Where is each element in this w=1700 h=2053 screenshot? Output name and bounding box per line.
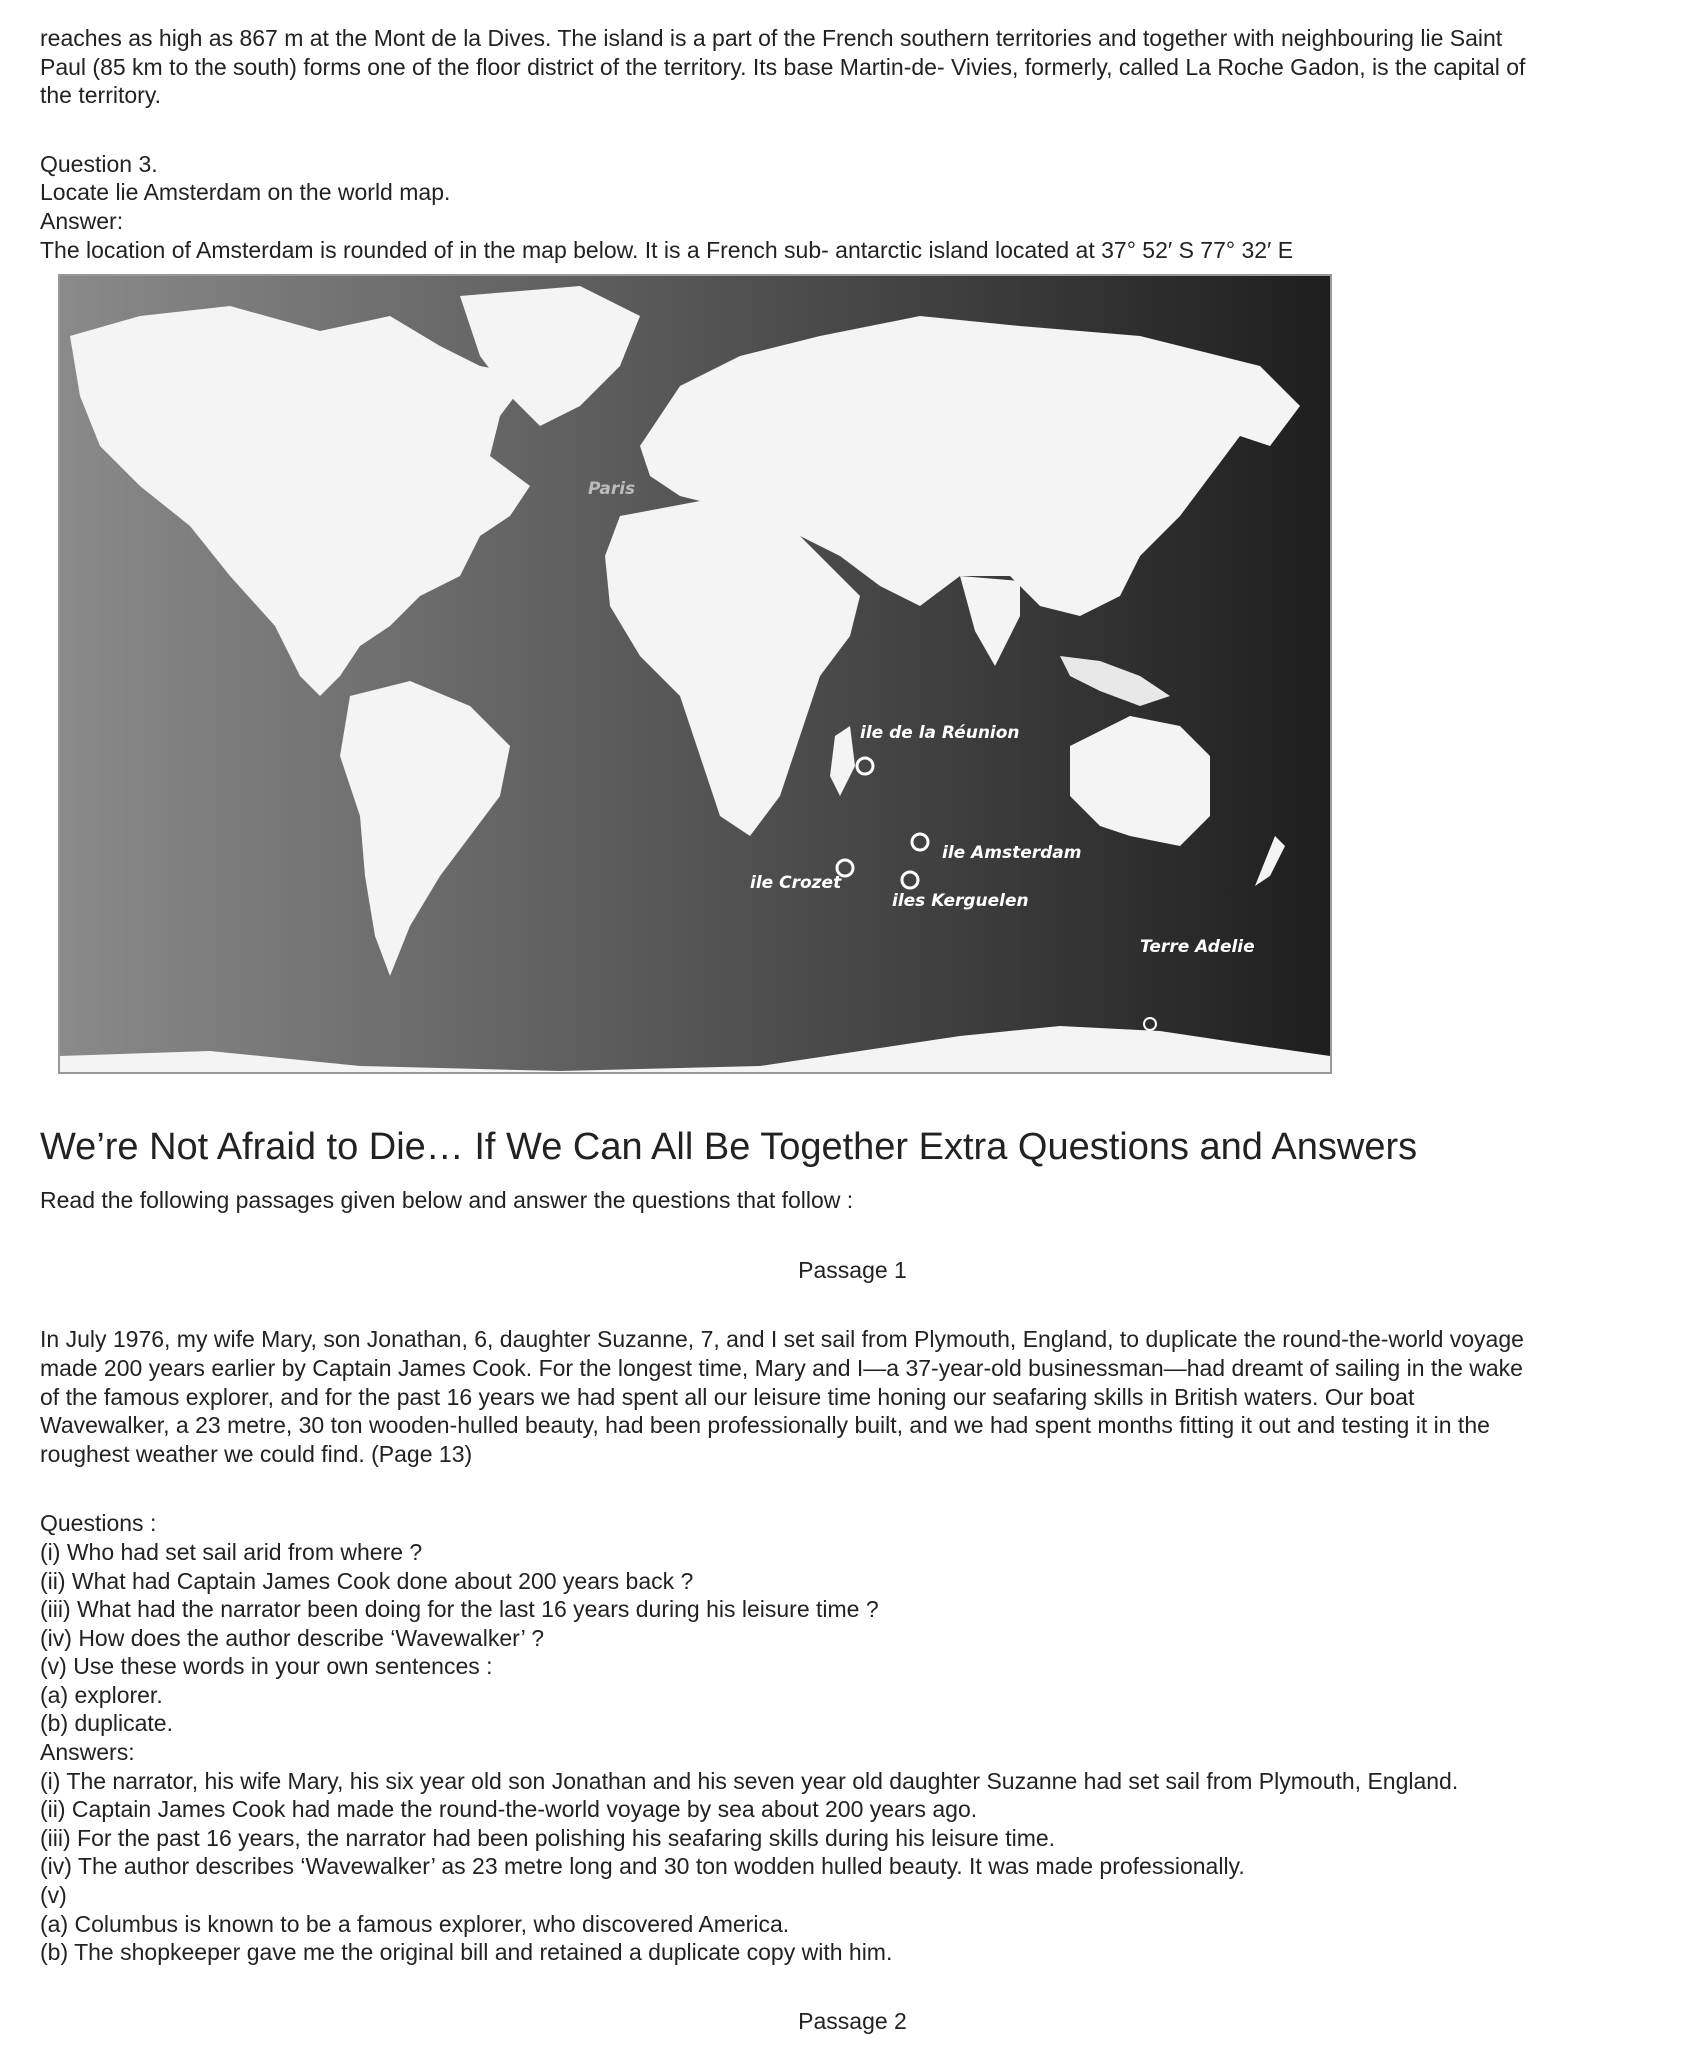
passage-1-text bbox=[40, 1325, 1665, 1468]
paris-label: Paris bbox=[588, 479, 636, 500]
crozet-label: ile Crozet bbox=[750, 873, 842, 894]
question-item: (v) Use these words in your own sentences : bbox=[40, 1653, 493, 1680]
amsterdam-label: ile Amsterdam bbox=[942, 843, 1082, 864]
answers-label: Answers: bbox=[40, 1739, 135, 1766]
question-item: (a) explorer. bbox=[40, 1681, 163, 1708]
passage-line: roughest weather we could find. (Page 13) bbox=[40, 1440, 473, 1467]
questions-label: Questions : bbox=[40, 1510, 157, 1537]
answer-item: (i) The narrator, his wife Mary, his six year old son Jonathan and his seven year old daughter Suzanne had set sail from Plymouth, England. bbox=[40, 1767, 1459, 1794]
question-3-block bbox=[40, 150, 1665, 264]
intro-line: Paul (85 km to the south) forms one of the floor district of the territory. Its base Martin-de- Vivies, formerly, called La Roche Gadon, is the capital of bbox=[40, 53, 1526, 80]
question-text: Locate lie Amsterdam on the world map. bbox=[40, 179, 451, 206]
question-heading: Question 3. bbox=[40, 150, 158, 177]
passage-2-label: Passage 2 bbox=[798, 2007, 907, 2034]
intro-paragraph bbox=[40, 24, 1665, 110]
kerguelen-label: iles Kerguelen bbox=[892, 891, 1029, 912]
question-item: (iii) What had the narrator been doing for the last 16 years during his leisure time ? bbox=[40, 1596, 879, 1623]
answer-item: (a) Columbus is known to be a famous explorer, who discovered America. bbox=[40, 1910, 790, 1937]
answer-item: (iv) The author describes ‘Wavewalker’ as 23 metre long and 30 ton wodden hulled beauty. It was made professionally. bbox=[40, 1853, 1245, 1880]
instruction-text: Read the following passages given below and answer the questions that follow : bbox=[40, 1187, 854, 1214]
answer-item: (b) The shopkeeper gave me the original bill and retained a duplicate copy with him. bbox=[40, 1939, 893, 1966]
passage-line: In July 1976, my wife Mary, son Jonathan, 6, daughter Suzanne, 7, and I set sail from Plymouth, England, to duplicate the round-the-world voyage bbox=[40, 1326, 1524, 1353]
world-map-image bbox=[58, 274, 1332, 1074]
answer-item: (v) bbox=[40, 1882, 67, 1909]
answer-item: (iii) For the past 16 years, the narrator had been polishing his seafaring skills during his leisure time. bbox=[40, 1824, 1056, 1851]
intro-line: the territory. bbox=[40, 82, 161, 109]
passage-1-label: Passage 1 bbox=[798, 1256, 907, 1283]
question-item: (b) duplicate. bbox=[40, 1710, 173, 1737]
adelie-label: Terre Adelie bbox=[1140, 937, 1255, 958]
question-item: (iv) How does the author describe ‘Wavewalker’ ? bbox=[40, 1624, 545, 1651]
section-title: We’re Not Afraid to Die… If We Can All Be Together Extra Questions and Answers bbox=[40, 1126, 1418, 1169]
intro-line: reaches as high as 867 m at the Mont de la Dives. The island is a part of the French southern territories and together with neighbouring lie Saint bbox=[40, 25, 1503, 51]
answer-text: The location of Amsterdam is rounded of in the map below. It is a French sub- antarctic island located at 37° 52′ S 77° 32′ E bbox=[40, 236, 1294, 263]
question-item: (ii) What had Captain James Cook done about 200 years back ? bbox=[40, 1567, 694, 1594]
passage-line: of the famous explorer, and for the past 16 years we had spent all our leisure time honing our seafaring skills in British waters. Our boat bbox=[40, 1383, 1415, 1410]
answer-item: (ii) Captain James Cook had made the round-the-world voyage by sea about 200 years ago. bbox=[40, 1796, 978, 1823]
world-map-svg bbox=[60, 276, 1330, 1072]
reunion-label: ile de la Réunion bbox=[860, 723, 1020, 744]
passage-line: made 200 years earlier by Captain James Cook. For the longest time, Mary and I—a 37-year-old businessman—had dreamt of sailing in the wake bbox=[40, 1354, 1523, 1381]
passage-line: Wavewalker, a 23 metre, 30 ton wooden-hulled beauty, had been professionally built, and we had spent months fitting it out and testing it in the bbox=[40, 1412, 1490, 1439]
answer-label: Answer: bbox=[40, 207, 124, 234]
passage-1-questions bbox=[40, 1509, 1665, 1967]
question-item: (i) Who had set sail arid from where ? bbox=[40, 1538, 423, 1565]
document-page bbox=[40, 24, 1665, 2035]
